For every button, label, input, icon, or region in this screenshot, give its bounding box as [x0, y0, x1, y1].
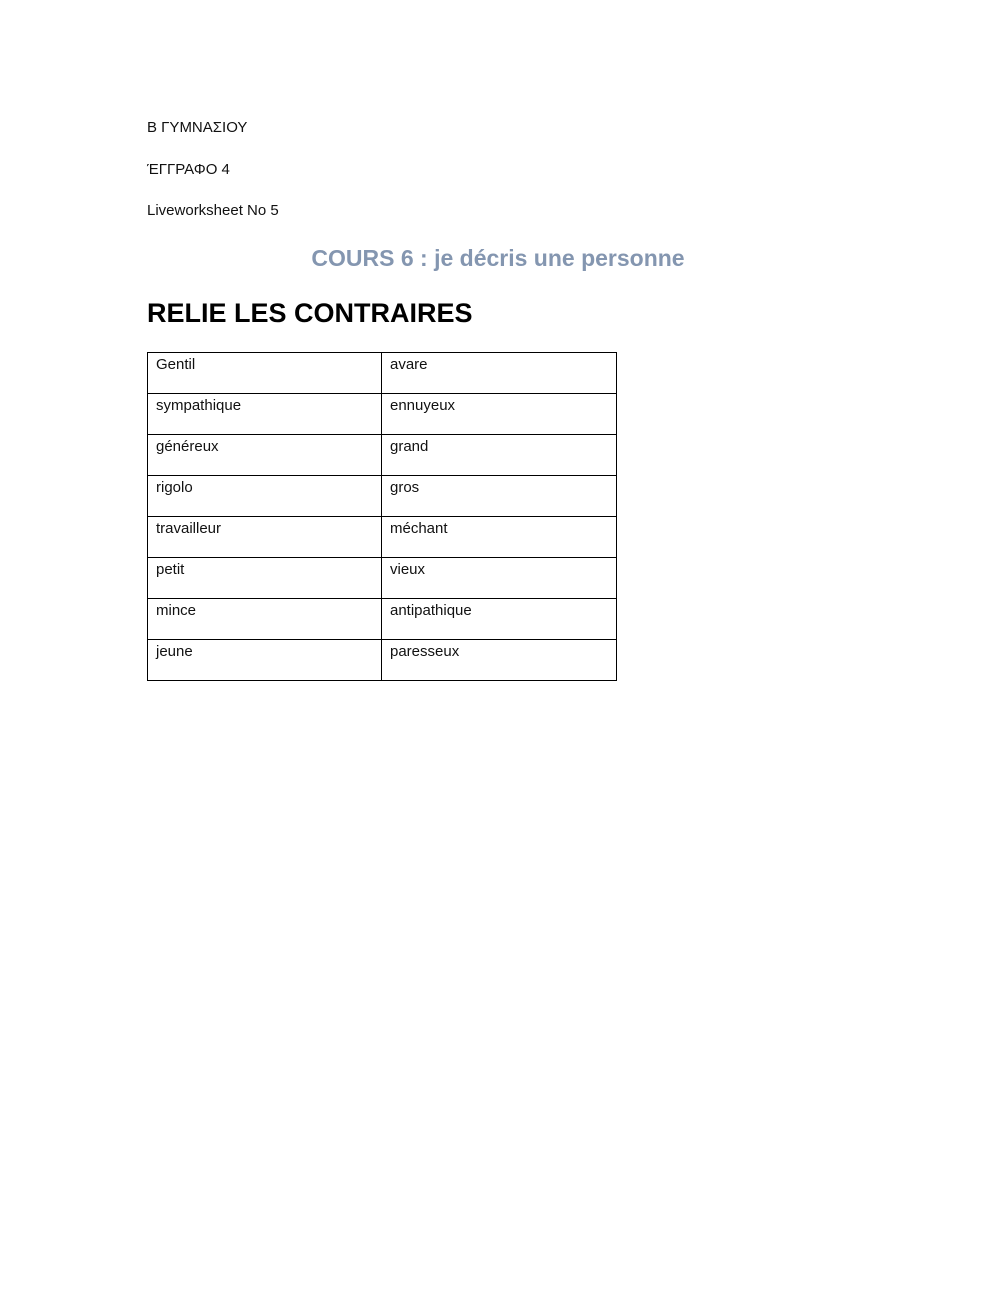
worksheet-number-label: Liveworksheet No 5 — [147, 202, 279, 219]
exercise-heading: RELIE LES CONTRAIRES — [147, 298, 473, 328]
right-word[interactable]: antipathique — [382, 599, 617, 640]
right-word[interactable]: paresseux — [382, 640, 617, 681]
left-word[interactable]: rigolo — [148, 476, 382, 517]
opposites-table — [147, 352, 617, 681]
table-row — [148, 558, 617, 599]
left-word[interactable]: Gentil — [148, 353, 382, 394]
right-word[interactable]: gros — [382, 476, 617, 517]
table-row — [148, 435, 617, 476]
table-row — [148, 640, 617, 681]
right-word[interactable]: vieux — [382, 558, 617, 599]
left-word[interactable]: généreux — [148, 435, 382, 476]
table-row — [148, 517, 617, 558]
left-word[interactable]: travailleur — [148, 517, 382, 558]
lesson-title: COURS 6 : je décris une personne — [311, 245, 685, 271]
right-word[interactable]: grand — [382, 435, 617, 476]
class-level-label: Β ΓΥΜΝΑΣΙΟΥ — [147, 119, 248, 136]
table-row — [148, 599, 617, 640]
right-word[interactable]: avare — [382, 353, 617, 394]
left-word[interactable]: sympathique — [148, 394, 382, 435]
right-word[interactable]: ennuyeux — [382, 394, 617, 435]
left-word[interactable]: mince — [148, 599, 382, 640]
table-row — [148, 476, 617, 517]
right-word[interactable]: méchant — [382, 517, 617, 558]
document-number-label: ΈΓΓΡΑΦΟ 4 — [147, 161, 230, 178]
left-word[interactable]: jeune — [148, 640, 382, 681]
left-word[interactable]: petit — [148, 558, 382, 599]
table-row — [148, 394, 617, 435]
table-row — [148, 353, 617, 394]
